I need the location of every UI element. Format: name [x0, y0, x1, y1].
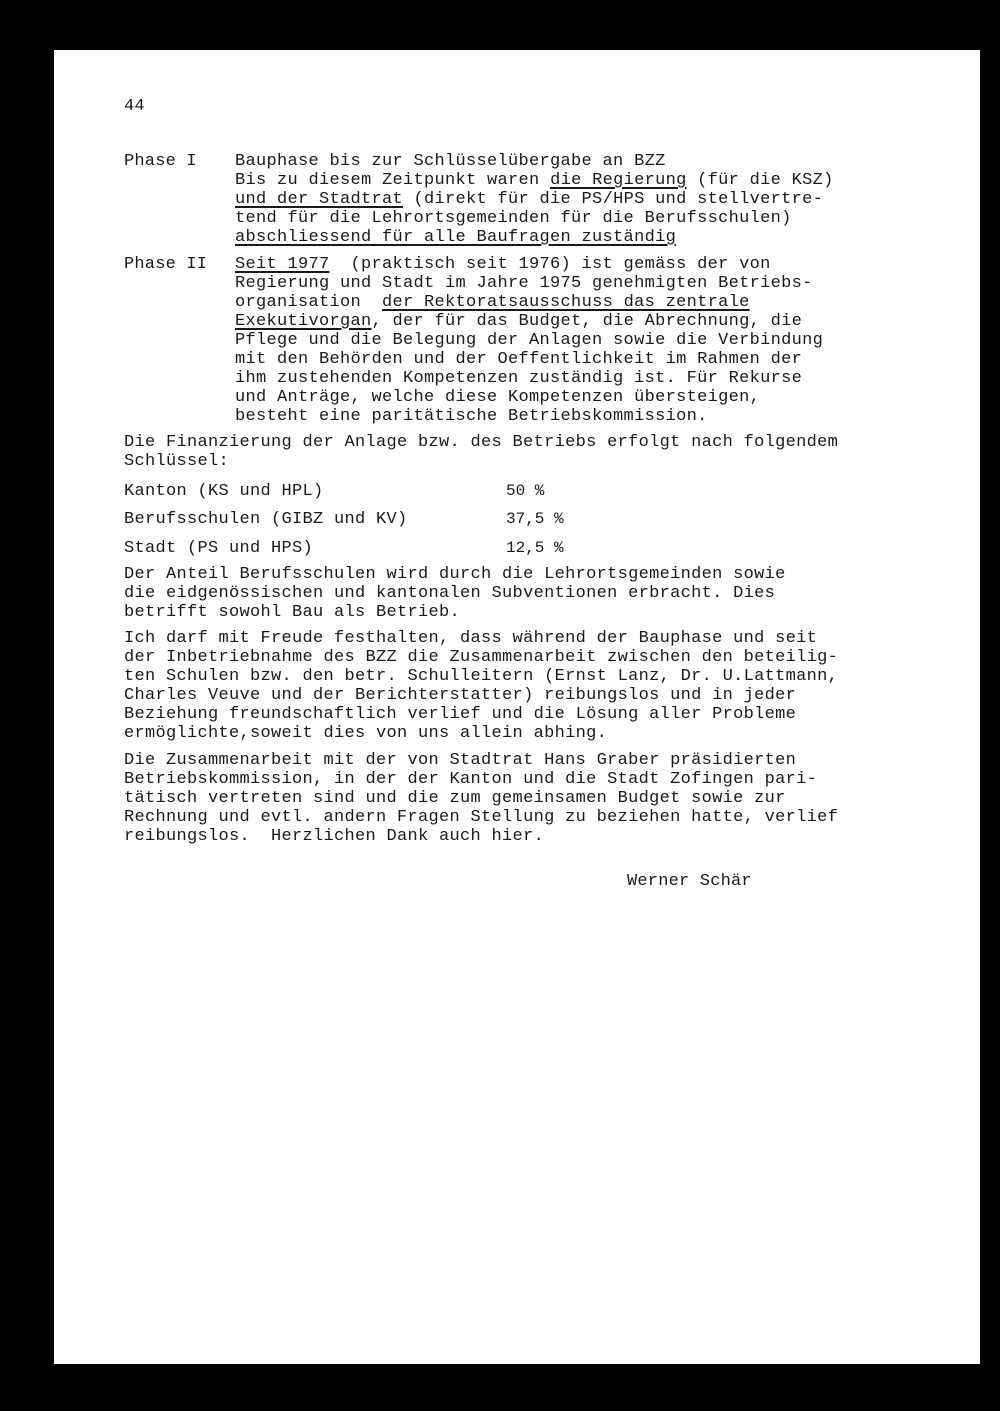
text-span: Bis zu diesem Zeitpunkt waren	[235, 171, 551, 190]
phase-2-line	[235, 312, 823, 331]
phase-1-label: Phase I	[124, 152, 197, 171]
paragraph-line: Die Zusammenarbeit mit der von Stadtrat Hans Graber präsidierten	[124, 751, 797, 770]
financing-row-stadt: Stadt (PS und HPS)	[124, 539, 314, 558]
underlined-text: Seit 1977	[235, 255, 330, 274]
text-span: organisation	[235, 293, 383, 312]
phase-2-line	[235, 255, 823, 274]
phase-2-line: Pflege und die Belegung der Anlagen sowie die Verbindung	[235, 331, 824, 350]
paragraph-line: ermöglichte,soweit dies von uns allein abhing.	[124, 724, 608, 743]
paragraph-line: Rechnung und evtl. andern Fragen Stellung zu beziehen hatte, verlief	[124, 808, 839, 827]
financing-row-berufsschulen: Berufsschulen (GIBZ und KV)	[124, 510, 408, 529]
phase-2-line: und Anträge, welche diese Kompetenzen übersteigen,	[235, 388, 761, 407]
financing-intro	[124, 433, 924, 471]
phase-1-line	[235, 190, 834, 209]
financing-value-berufsschulen: 37,5 %	[506, 510, 564, 528]
paragraph-zusammenarbeit	[124, 751, 924, 846]
paragraph-line: Beziehung freundschaftlich verlief und die Lösung aller Probleme	[124, 705, 797, 724]
paragraph-line: betrifft sowohl Bau als Betrieb.	[124, 603, 461, 622]
text-span: (praktisch seit 1976) ist gemäss der von	[329, 255, 771, 274]
paragraph-line: Betriebskommission, in der der Kanton und die Stadt Zofingen pari-	[124, 770, 818, 789]
phase-2-line: ihm zustehenden Kompetenzen zuständig ist. Für Rekurse	[235, 369, 803, 388]
underlined-text: abschliessend für alle Baufragen zuständig	[235, 228, 677, 247]
phase-1-line	[235, 171, 834, 190]
phase-1-line: Bauphase bis zur Schlüsselübergabe an BZZ	[235, 152, 666, 171]
phase-2-line: mit den Behörden und der Oeffentlichkeit im Rahmen der	[235, 350, 803, 369]
underlined-text: die Regierung	[550, 171, 687, 190]
financing-value-stadt: 12,5 %	[506, 539, 564, 557]
phase-1-line	[235, 228, 834, 247]
paragraph-anteil	[124, 565, 924, 622]
phase-2-label: Phase II	[124, 255, 208, 274]
text-span: (für die KSZ)	[686, 171, 834, 190]
phase-2-line: Regierung und Stadt im Jahre 1975 genehmigten Betriebs-	[235, 274, 813, 293]
document-page	[54, 50, 980, 1364]
paragraph-line: Der Anteil Berufsschulen wird durch die Lehrortsgemeinden sowie	[124, 565, 786, 584]
underlined-text: der Rektoratsausschuss das zentrale	[382, 293, 750, 312]
text-span: , der für das Budget, die Abrechnung, die	[371, 312, 803, 331]
paragraph-line: die eidgenössischen und kantonalen Subventionen erbracht. Dies	[124, 584, 776, 603]
paragraph-line: tätisch vertreten sind und die zum gemeinsamen Budget sowie zur	[124, 789, 786, 808]
financing-row-kanton: Kanton (KS und HPL)	[124, 482, 324, 501]
phase-2-line: besteht eine paritätische Betriebskommission.	[235, 407, 708, 426]
phase-1-text	[235, 152, 834, 247]
signature: Werner Schär	[627, 872, 752, 891]
phase-2-text	[235, 255, 823, 426]
phase-1-line: tend für die Lehrortsgemeinden für die Berufsschulen)	[235, 209, 792, 228]
paragraph-line: Schlüssel:	[124, 452, 230, 471]
page-number: 44	[124, 97, 145, 116]
financing-value-kanton: 50 %	[506, 482, 545, 500]
paragraph-line: Ich darf mit Freude festhalten, dass während der Bauphase und seit	[124, 629, 818, 648]
underlined-text: und der Stadtrat	[235, 190, 404, 209]
paragraph-line: Die Finanzierung der Anlage bzw. des Betriebs erfolgt nach folgendem	[124, 433, 839, 452]
text-span: (direkt für die PS/HPS und stellvertre-	[403, 190, 824, 209]
paragraph-line: Charles Veuve und der Berichterstatter) reibungslos und in jeder	[124, 686, 797, 705]
paragraph-line: der Inbetriebnahme des BZZ die Zusammenarbeit zwischen den beteilig-	[124, 648, 839, 667]
phase-2-line	[235, 293, 823, 312]
paragraph-line: ten Schulen bzw. den betr. Schulleitern (Ernst Lanz, Dr. U.Lattmann,	[124, 667, 839, 686]
paragraph-line: reibungslos. Herzlichen Dank auch hier.	[124, 827, 545, 846]
underlined-text: Exekutivorgan	[235, 312, 372, 331]
paragraph-freude	[124, 629, 924, 743]
